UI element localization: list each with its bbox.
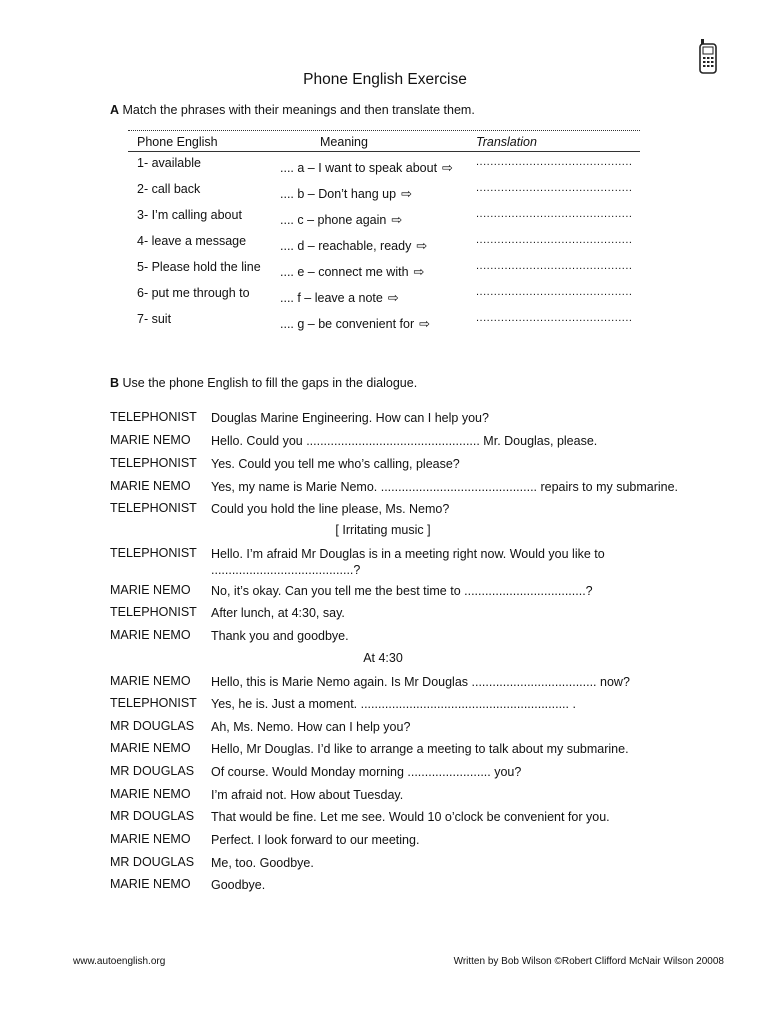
phrase-cell: 6- put me through to [137, 286, 250, 300]
section-a-letter: A [110, 103, 120, 117]
dialogue-text: Yes, he is. Just a moment. ............................................................ . [211, 697, 576, 711]
speaker-name: TELEPHONIST [110, 605, 197, 619]
speaker-name: TELEPHONIST [110, 410, 197, 424]
header-meaning: Meaning [320, 135, 368, 149]
table-row [0, 182, 770, 204]
meaning-cell [280, 290, 399, 306]
speaker-name: MARIE NEMO [110, 741, 191, 755]
speaker-name: MARIE NEMO [110, 479, 191, 493]
phrase-cell: 7- suit [137, 312, 172, 326]
dialogue-text: Goodbye. [211, 878, 266, 892]
dialogue-text: Thank you and goodbye. [211, 629, 349, 643]
speaker-name: MARIE NEMO [110, 583, 191, 597]
meaning-text: .... e – connect me with [280, 265, 409, 279]
meaning-cell [280, 186, 412, 202]
dialogue-text: Of course. Would Monday morning ........................ you? [211, 765, 522, 779]
section-b-letter: B [110, 376, 120, 390]
dialogue-text: Hello, Mr Douglas. I’d like to arrange a meeting to talk about my submarine. [211, 742, 629, 756]
translation-blank[interactable]: ............................................ [476, 260, 633, 272]
stage-note: [ Irritating music ] [335, 523, 431, 537]
dialogue-text: Douglas Marine Engineering. How can I help you? [211, 411, 489, 425]
phrase-cell: 3- I’m calling about [137, 208, 242, 222]
dialogue-text: Hello, this is Marie Nemo again. Is Mr Douglas .................................... now? [211, 675, 630, 689]
translation-blank[interactable]: ............................................ [476, 208, 633, 220]
dialogue-text: Hello. I’m afraid Mr Douglas is in a meeting right now. Would you like to .........................................? [211, 547, 605, 577]
dialogue-text: No, it’s okay. Can you tell me the best time to ...................................? [211, 584, 593, 598]
speaker-name: TELEPHONIST [110, 546, 197, 560]
speaker-name: MARIE NEMO [110, 832, 191, 846]
dialogue-text: I’m afraid not. How about Tuesday. [211, 788, 404, 802]
meaning-cell [280, 238, 427, 254]
meaning-text: .... c – phone again [280, 213, 387, 227]
arrow-right-icon: ⇨ [419, 316, 431, 331]
section-a-text: Match the phrases with their meanings and then translate them. [122, 103, 475, 117]
section-a-instruction [110, 103, 475, 117]
section-b-instruction [110, 376, 417, 390]
translation-blank[interactable]: ............................................ [476, 182, 633, 194]
meaning-cell [280, 160, 453, 176]
phrase-cell: 5- Please hold the line [137, 260, 261, 274]
phrase-cell: 2- call back [137, 182, 201, 196]
dialogue-text: After lunch, at 4:30, say. [211, 606, 345, 620]
mobile-phone-icon [698, 38, 718, 74]
translation-blank[interactable]: ............................................ [476, 234, 633, 246]
footer-credit: Written by Bob Wilson ©Robert Clifford McNair Wilson 20008 [453, 956, 724, 967]
phrase-cell: 1- available [137, 156, 201, 170]
dialogue-text: Ah, Ms. Nemo. How can I help you? [211, 720, 411, 734]
header-phone-english: Phone English [137, 135, 218, 149]
speaker-name: MARIE NEMO [110, 628, 191, 642]
meaning-text: .... f – leave a note [280, 291, 383, 305]
phrase-cell: 4- leave a message [137, 234, 247, 248]
speaker-name: MR DOUGLAS [110, 855, 195, 869]
translation-blank[interactable]: ............................................ [476, 286, 633, 298]
table-row [0, 260, 770, 282]
section-b-text: Use the phone English to fill the gaps in the dialogue. [122, 376, 418, 390]
arrow-right-icon: ⇨ [387, 290, 399, 305]
meaning-cell [280, 212, 402, 228]
meaning-text: .... d – reachable, ready [280, 239, 412, 253]
page-title: Phone English Exercise [303, 71, 467, 88]
dialogue-text: Hello. Could you .................................................. Mr. Douglas, please. [211, 434, 598, 448]
dialogue-text: Could you hold the line please, Ms. Nemo? [211, 502, 450, 516]
arrow-right-icon: ⇨ [413, 264, 425, 279]
table-row [0, 312, 770, 334]
stage-note: At 4:30 [363, 651, 403, 665]
speaker-name: TELEPHONIST [110, 456, 197, 470]
dialogue-text: Me, too. Goodbye. [211, 856, 314, 870]
speaker-name: MR DOUGLAS [110, 809, 195, 823]
dialogue-text: Yes. Could you tell me who’s calling, please? [211, 457, 460, 471]
footer-website[interactable]: www.autoenglish.org [73, 956, 166, 967]
arrow-right-icon: ⇨ [442, 160, 453, 175]
arrow-right-icon: ⇨ [416, 238, 428, 253]
meaning-cell [280, 316, 430, 332]
table-header-rule [128, 151, 640, 152]
table-row [0, 234, 770, 256]
table-top-rule [128, 130, 640, 131]
dialogue-text: Perfect. I look forward to our meeting. [211, 833, 420, 847]
table-row [0, 156, 770, 178]
speaker-name: MARIE NEMO [110, 674, 191, 688]
speaker-name: TELEPHONIST [110, 696, 197, 710]
translation-blank[interactable]: ............................................ [476, 312, 633, 324]
speaker-name: TELEPHONIST [110, 501, 197, 515]
speaker-name: MARIE NEMO [110, 433, 191, 447]
meaning-cell [280, 264, 424, 280]
speaker-name: MR DOUGLAS [110, 719, 195, 733]
speaker-name: MR DOUGLAS [110, 764, 195, 778]
table-row [0, 208, 770, 230]
meaning-text: .... b – Don’t hang up [280, 187, 397, 201]
dialogue-text: Yes, my name is Marie Nemo. ............................................. repairs to my submarine. [211, 480, 679, 494]
arrow-right-icon: ⇨ [391, 212, 403, 227]
speaker-name: MARIE NEMO [110, 877, 191, 891]
translation-blank[interactable]: ............................................ [476, 156, 633, 168]
header-translation: Translation [476, 135, 537, 149]
dialogue-text: That would be fine. Let me see. Would 10 o’clock be convenient for you. [211, 810, 610, 824]
table-row [0, 286, 770, 308]
arrow-right-icon: ⇨ [401, 186, 412, 201]
speaker-name: MARIE NEMO [110, 787, 191, 801]
meaning-text: .... g – be convenient for [280, 317, 415, 331]
meaning-text: .... a – I want to speak about [280, 161, 438, 175]
